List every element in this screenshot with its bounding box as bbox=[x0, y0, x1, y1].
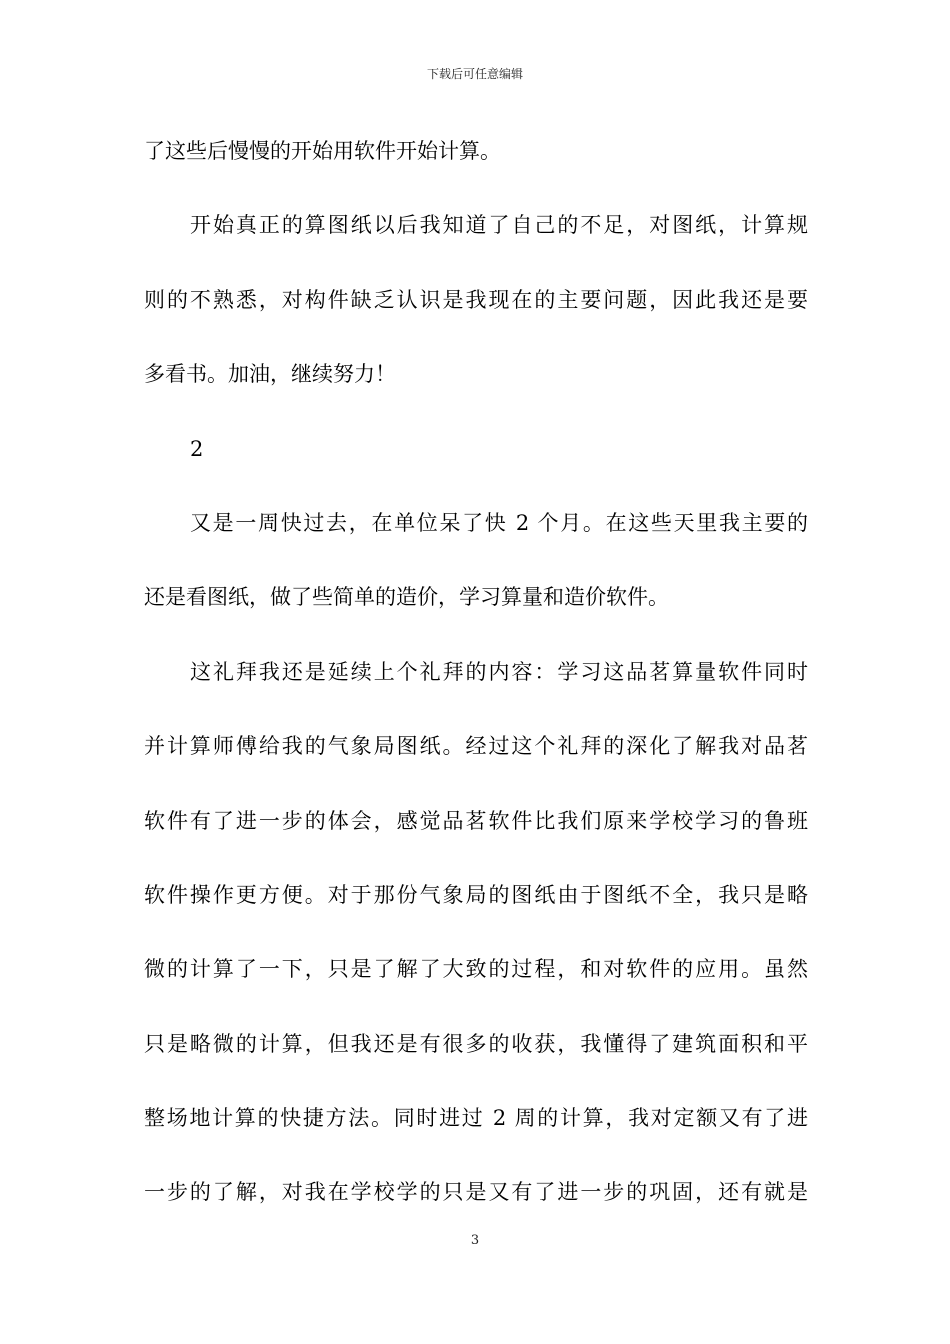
page-header: 下载后可任意编辑 bbox=[426, 67, 523, 81]
text-line: 一步的了解，对我在学校学的只是又有了进一步的巩固，还有就是 bbox=[144, 1180, 808, 1205]
text-line: 多看书。加油，继续努力！ bbox=[144, 362, 396, 387]
text-line: 软件有了进一步的体会，感觉品茗软件比我们原来学校学习的鲁班 bbox=[144, 808, 808, 833]
text-line: 微的计算了一下，只是了解了大致的过程，和对软件的应用。虽然 bbox=[144, 957, 808, 982]
text-line: 又是一周快过去，在单位呆了快 2 个月。在这些天里我主要的 bbox=[190, 510, 808, 535]
text-line: 还是看图纸，做了些简单的造价，学习算量和造价软件。 bbox=[144, 585, 669, 610]
text-line: 了这些后慢慢的开始用软件开始计算。 bbox=[144, 139, 501, 163]
text-line: 只是略微的计算，但我还是有很多的收获，我懂得了建筑面积和平 bbox=[144, 1031, 808, 1056]
text-line: 2 bbox=[190, 436, 204, 461]
text-line: 整场地计算的快捷方法。同时进过 2 周的计算，我对定额又有了进 bbox=[144, 1106, 808, 1131]
document-body bbox=[144, 132, 808, 1248]
text-line: 则的不熟悉，对构件缺乏认识是我现在的主要问题，因此我还是要 bbox=[144, 287, 808, 312]
text-line: 这礼拜我还是延续上个礼拜的内容：学习这品茗算量软件同时 bbox=[190, 659, 808, 684]
page-number: 3 bbox=[470, 1233, 480, 1248]
text-line: 并计算师傅给我的气象局图纸。经过这个礼拜的深化了解我对品茗 bbox=[144, 734, 808, 759]
text-line: 软件操作更方便。对于那份气象局的图纸由于图纸不全，我只是略 bbox=[144, 882, 808, 907]
text-line: 开始真正的算图纸以后我知道了自己的不足，对图纸，计算规 bbox=[190, 213, 808, 238]
